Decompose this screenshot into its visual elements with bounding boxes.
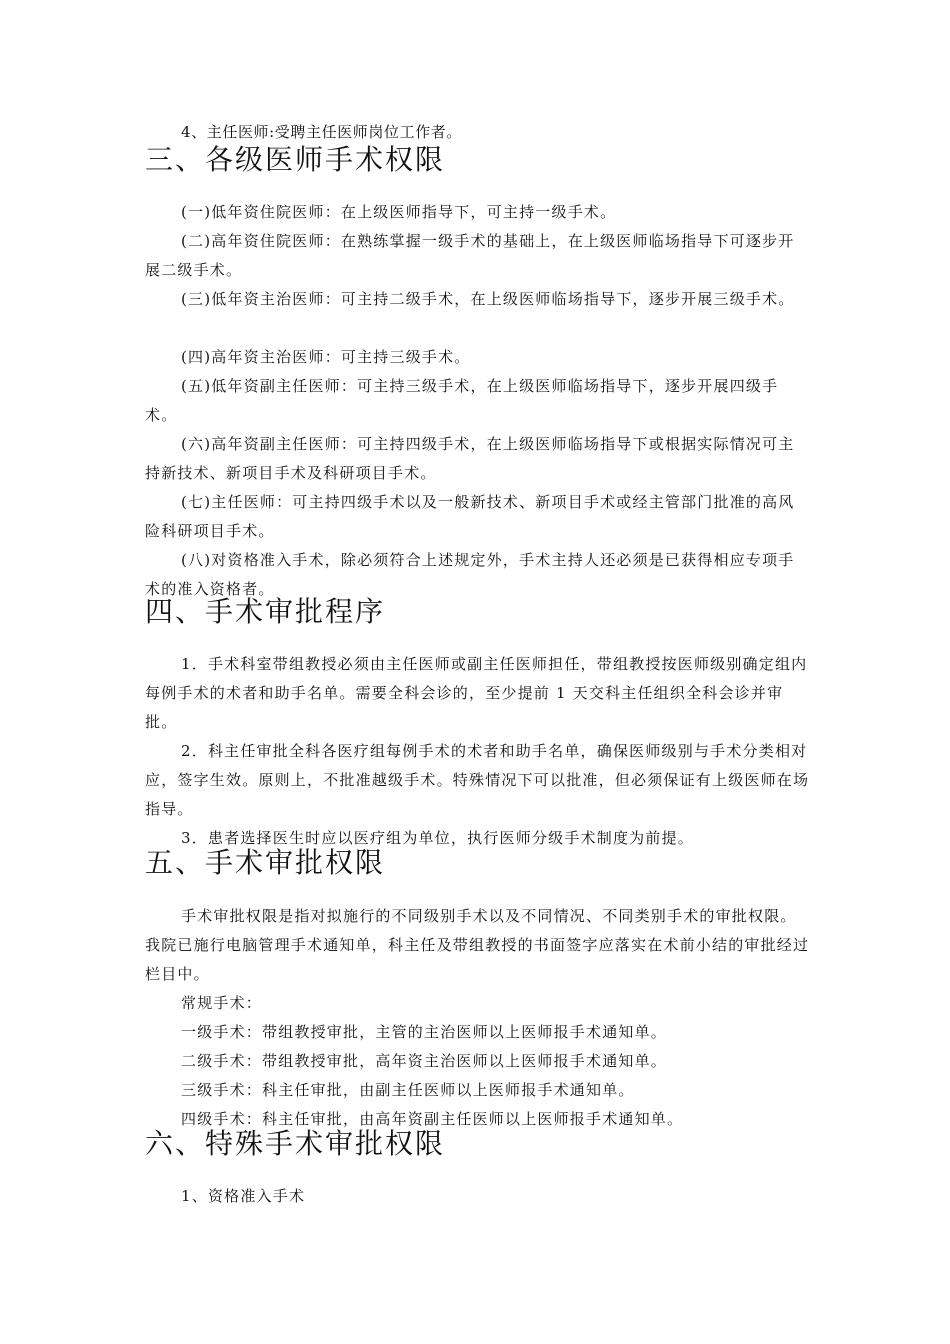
intro-line: 4、主任医师:受聘主任医师岗位工作者。	[181, 123, 462, 141]
section-5-heading: 五、手术审批权限	[145, 846, 386, 879]
section-3-item-6: (六)高年资副主任医师：可主持四级手术，在上级医师临场指导下或根据实际情况可主持新技术、新项目手术及科研项目手术。	[145, 435, 795, 482]
section-3-item-8: (八)对资格准入手术，除必须符合上述规定外，手术主持人还必须是已获得相应专项手术的准入资格者。	[145, 551, 795, 598]
section-3-heading: 三、各级医师手术权限	[145, 143, 446, 176]
section-5-item-2: 常规手术：	[181, 994, 263, 1012]
section-3-item-4: (四)高年资主治医师：可主持三级手术。	[181, 348, 471, 366]
section-4-item-1: 1．手术科室带组教授必须由主任医师或副主任医师担任，带组教授按医师级别确定组内每例手术的术者和助手名单。需要全科会诊的，至少提前 1 天交科主任组织全科会诊并审批。	[145, 655, 808, 731]
section-4-heading: 四、手术审批程序	[145, 595, 386, 628]
section-3-item-3: (三)低年资主治医师：可主持二级手术，在上级医师临场指导下，逐步开展三级手术。	[181, 290, 795, 308]
section-6-heading: 六、特殊手术审批权限	[145, 1127, 446, 1160]
section-3-item-5: (五)低年资副主任医师：可主持三级手术，在上级医师临场指导下，逐步开展四级手术。	[145, 377, 779, 424]
section-5-item-5: 三级手术：科主任审批，由副主任医师以上医师报手术通知单。	[181, 1081, 635, 1099]
section-6-item-1: 1、资格准入手术	[181, 1187, 306, 1205]
section-5-item-6: 四级手术：科主任审批，由高年资副主任医师以上医师报手术通知单。	[181, 1110, 684, 1128]
section-3-item-1: (一)低年资住院医师：在上级医师指导下，可主持一级手术。	[181, 203, 617, 221]
section-3-item-2: (二)高年资住院医师：在熟练掌握一级手术的基础上，在上级医师临场指导下可逐步开展二级手术。	[145, 232, 795, 279]
section-5-item-4: 二级手术：带组教授审批，高年资主治医师以上医师报手术通知单。	[181, 1052, 668, 1070]
section-5-item-3: 一级手术：带组教授审批，主管的主治医师以上医师报手术通知单。	[181, 1023, 668, 1041]
section-3-item-7: (七)主任医师：可主持四级手术以及一般新技术、新项目手术或经主管部门批准的高风险科研项目手术。	[145, 493, 795, 540]
section-4-item-3: 3．患者选择医生时应以医疗组为单位，执行医师分级手术制度为前提。	[181, 829, 694, 847]
section-5-item-1: 手术审批权限是指对拟施行的不同级别手术以及不同情况、不同类别手术的审批权限。我院已施行电脑管理手术通知单，科主任及带组教授的书面签字应落实在术前小结的审批经过栏目中。	[145, 907, 810, 983]
section-4-item-2: 2．科主任审批全科各医疗组每例手术的术者和助手名单，确保医师级别与手术分类相对应，签字生效。原则上，不批准越级手术。特殊情况下可以批准，但必须保证有上级医师在场指导。	[145, 742, 810, 818]
